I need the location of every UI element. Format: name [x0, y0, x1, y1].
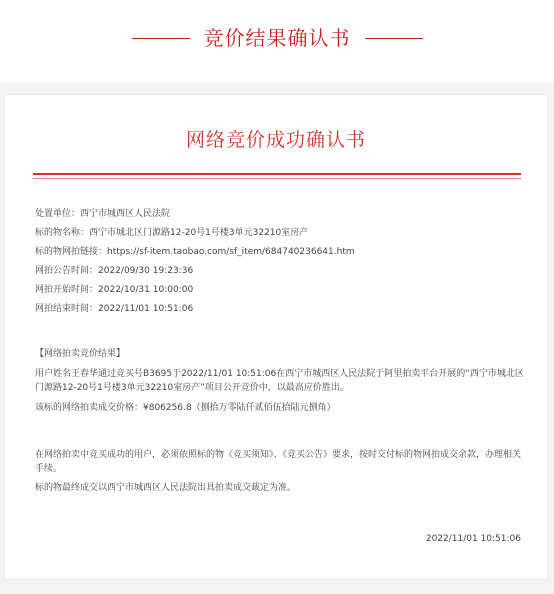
- info-value: 2022/11/01 10:51:06: [98, 304, 194, 314]
- price-paragraph: 该标的网络拍卖成交价格：¥806256.8（捌拾万零陆仟贰佰伍拾陆元捌角）: [35, 403, 336, 413]
- result-heading: 【网络拍卖竞价结果】: [35, 349, 126, 359]
- auction-info-list: [35, 205, 525, 319]
- info-row-item-name: [35, 224, 525, 243]
- info-row-announce-time: [35, 262, 525, 281]
- info-label: 处置单位：: [35, 209, 81, 219]
- page-title: 竞价结果确认书: [203, 26, 351, 50]
- info-row-end-time: [35, 300, 525, 319]
- page-header: [0, 0, 554, 82]
- item-link[interactable]: https://sf-item.taobao.com/sf_item/684740236641.htm: [107, 247, 355, 257]
- header-title-wrap: [0, 24, 554, 52]
- header-left-line: [132, 38, 190, 39]
- document-date: 2022/11/01 10:51:06: [425, 534, 521, 544]
- info-row-start-time: [35, 281, 525, 300]
- info-value: 2022/10/31 10:00:00: [98, 285, 194, 295]
- title-divider-thin: [33, 178, 521, 179]
- info-value: 西宁市城西区人民法院: [80, 209, 171, 219]
- header-right-line: [365, 38, 423, 39]
- result-paragraph: 用户姓名王春华通过竞买号B3695于2022/11/01 10:51:06在西宁市城西区人民法院于阿里拍卖平台开展的“西宁市城北区门源路12-20号1号楼3单元32210室房产”项目公开竞价中，以最高应价胜出。: [35, 369, 524, 393]
- document-title: 网络竞价成功确认书: [185, 129, 366, 151]
- final-paragraph: 标的物最终成交以西宁市城西区人民法院出具拍卖成交裁定为准。: [35, 483, 297, 493]
- info-label: 网拍公告时间：: [35, 266, 99, 276]
- info-label: 网拍结束时间：: [35, 304, 99, 314]
- notice-paragraph: 在网络拍卖中竞买成功的用户，必须依照标的物《竞买须知》、《竞买公告》要求，按时交付标的物网拍成交余款，办理相关手续。: [35, 450, 522, 474]
- title-divider-thick: [33, 173, 521, 175]
- info-label: 标的物网拍链接：: [35, 247, 108, 257]
- info-value: 2022/09/30 19:23:36: [98, 266, 194, 276]
- confirmation-card: [4, 94, 548, 580]
- info-value: 西宁市城北区门源路12-20号1号楼3单元32210室房产: [89, 228, 309, 238]
- info-row-item-link: [35, 243, 525, 262]
- info-label: 网拍开始时间：: [35, 285, 99, 295]
- info-row-disposal-unit: [35, 205, 525, 224]
- info-label: 标的物名称：: [35, 228, 90, 238]
